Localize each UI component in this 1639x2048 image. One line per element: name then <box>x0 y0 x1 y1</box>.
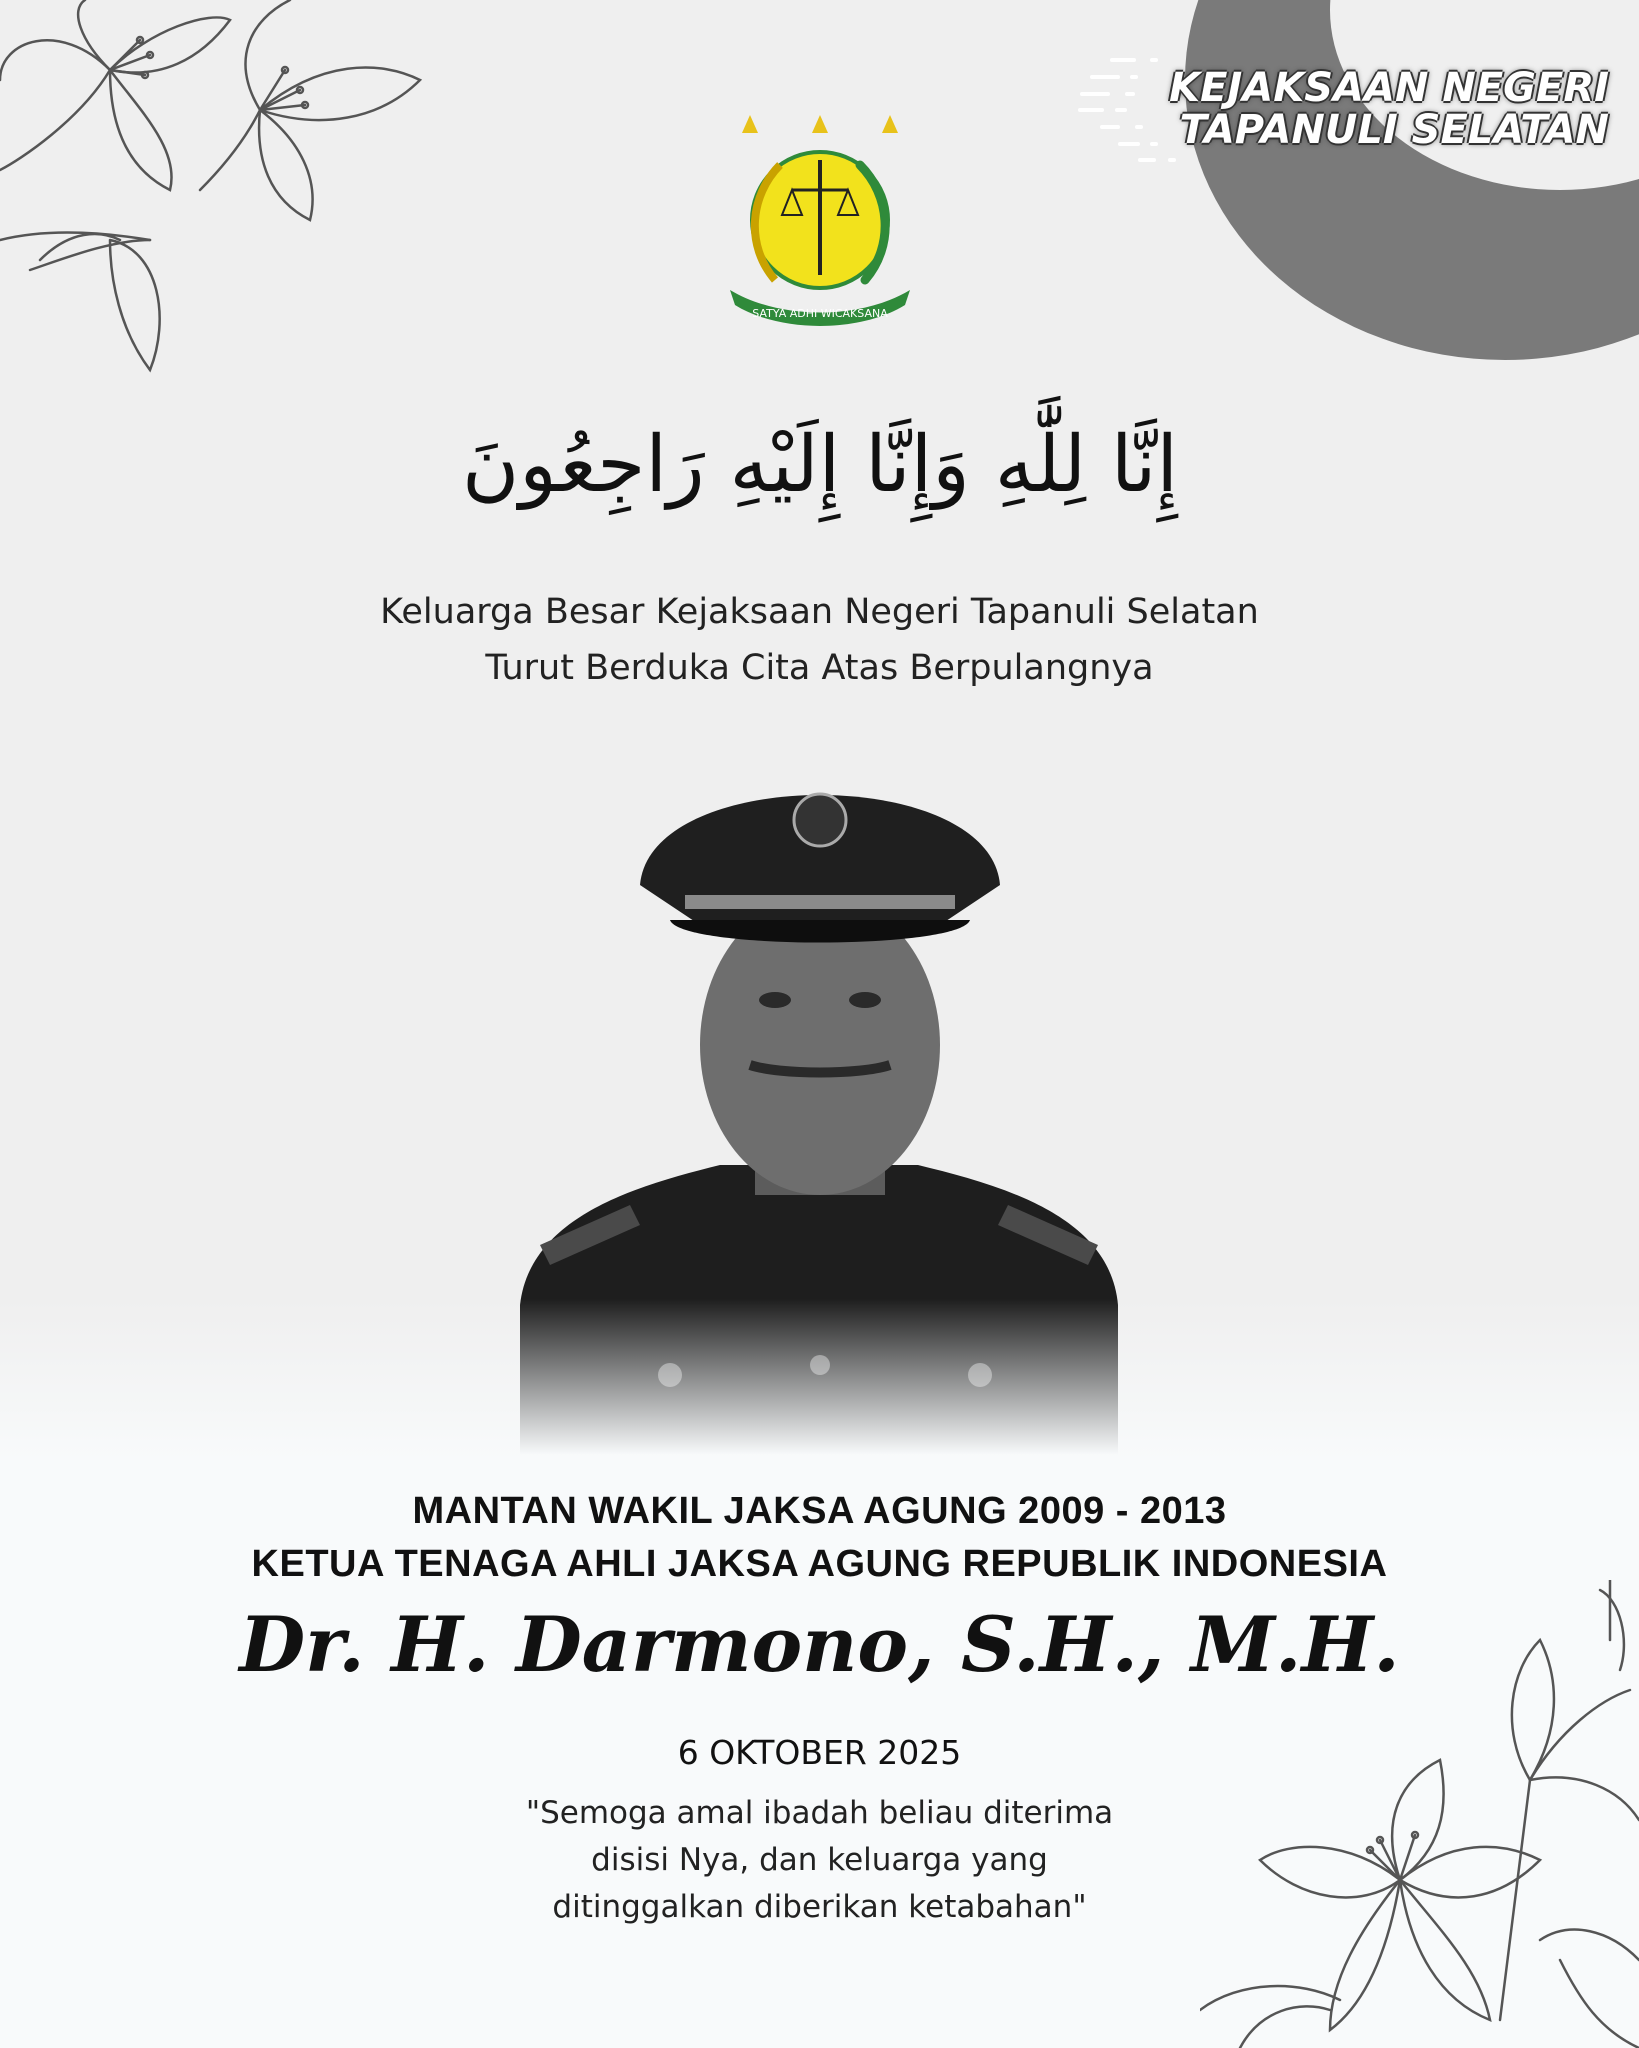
kejaksaan-emblem-icon <box>700 105 940 335</box>
emblem-motto: SATYA ADHI WICAKSANA <box>752 307 888 320</box>
arabic-calligraphy: إِنَّا لِلَّٰهِ وَإِنَّا إِلَيْهِ رَاجِعُونَ <box>461 420 1179 510</box>
prayer-line-3: ditinggalkan diberikan ketabahan" <box>552 1889 1087 1925</box>
brand-line-2: TAPANULI SELATAN <box>1179 107 1609 153</box>
prayer-line-1: "Semoga amal ibadah beliau diterima <box>525 1795 1114 1831</box>
prayer-line-2: disisi Nya, dan keluarga yang <box>591 1842 1048 1878</box>
deceased-name: Dr. H. Darmono, S.H., M.H. <box>239 1600 1400 1689</box>
intro-line-2: Turut Berduka Cita Atas Berpulangnya <box>485 648 1154 688</box>
date: 6 OKTOBER 2025 <box>677 1733 962 1772</box>
brand-line-1: KEJAKSAAN NEGERI <box>1169 65 1609 111</box>
lily-flower-top-left-icon <box>0 0 440 380</box>
position-line-2: KETUA TENAGA AHLI JAKSA AGUNG REPUBLIK INDONESIA <box>251 1543 1388 1585</box>
portrait-photo <box>520 745 1118 1455</box>
intro-line-1: Keluarga Besar Kejaksaan Negeri Tapanuli Selatan <box>380 592 1259 632</box>
position-line-1: MANTAN WAKIL JAKSA AGUNG 2009 - 2013 <box>412 1490 1227 1532</box>
